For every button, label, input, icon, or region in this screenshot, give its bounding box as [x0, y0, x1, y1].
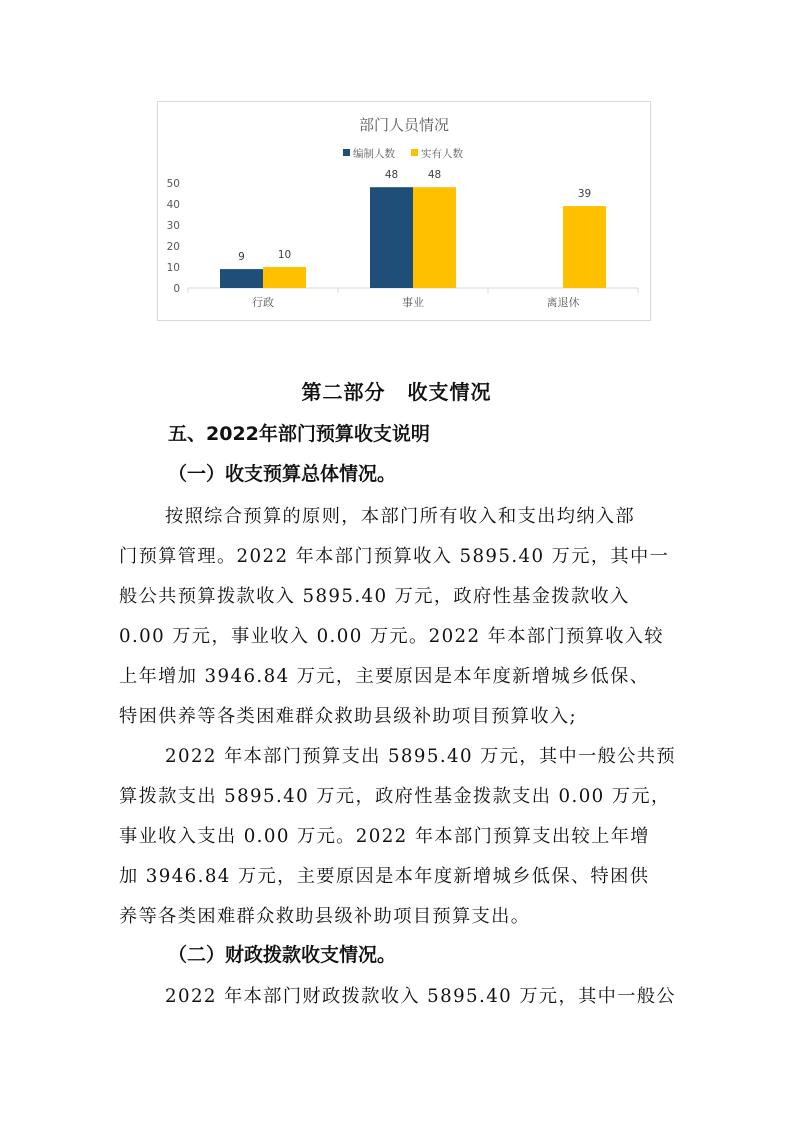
text-line: 按照综合预算的原则，本部门所有收入和支出均纳入部 [165, 506, 636, 527]
data-label: 48 [427, 169, 442, 182]
text-line: 事业收入支出 0.00 万元。2022 年本部门预算支出较上年增 [119, 826, 650, 847]
text-line: 2022 年本部门预算支出 5895.40 万元，其中一般公共预 [165, 746, 677, 767]
text-line: 养等各类困难群众救助县级补助项目预算支出。 [119, 906, 531, 927]
y-tick-label: 40 [166, 199, 180, 211]
x-tick-label: 离退休 [546, 296, 580, 309]
heading-budget-explanation: 五、2022年部门预算收支说明 [168, 423, 430, 445]
legend-label: 编制人数 [353, 148, 395, 160]
y-tick-label: 0 [173, 283, 180, 295]
text-line: 上年增加 3946.84 万元，主要原因是本年度新增城乡低保、 [119, 666, 650, 687]
text-line: 门预算管理。2022 年本部门预算收入 5895.40 万元，其中一 [119, 546, 670, 567]
bar [220, 269, 263, 288]
section-title: 收支情况 [407, 380, 492, 404]
subheading-overall: （一）收支预算总体情况。 [168, 463, 397, 485]
legend-swatch [343, 149, 350, 156]
text-line: 特困供养等各类困难群众救助县级补助项目预算收入; [119, 706, 578, 727]
y-tick-label: 50 [166, 178, 180, 190]
data-label: 48 [384, 169, 399, 182]
legend-label: 实有人数 [421, 148, 463, 160]
subheading-fiscal: （二）财政拨款收支情况。 [168, 944, 397, 966]
paragraph-fiscal [119, 977, 681, 1017]
data-label: 39 [577, 188, 592, 201]
y-tick-label: 10 [166, 262, 180, 274]
text-line: 0.00 万元，事业收入 0.00 万元。2022 年本部门预算收入较 [119, 626, 664, 647]
paragraph-income [119, 497, 681, 737]
legend-swatch [411, 149, 418, 156]
x-tick-label: 行政 [252, 296, 274, 309]
bar [370, 187, 413, 288]
section-part: 第二部分 [301, 380, 386, 404]
x-tick-label: 事业 [402, 296, 424, 309]
data-label: 9 [238, 251, 245, 264]
bar [413, 187, 456, 288]
y-tick-label: 20 [166, 241, 180, 253]
y-tick-label: 30 [166, 220, 180, 232]
data-label: 10 [277, 249, 292, 261]
text-line: 般公共预算拨款收入 5895.40 万元，政府性基金拨款收入 [119, 586, 630, 607]
paragraph-expenditure [119, 737, 681, 937]
text-line: 加 3946.84 万元，主要原因是本年度新增城乡低保、特困供 [119, 866, 650, 887]
section-heading [0, 376, 793, 405]
bar [563, 206, 606, 288]
staff-bar-chart [158, 102, 650, 320]
bar [263, 267, 306, 288]
text-line: 算拨款支出 5895.40 万元，政府性基金拨款支出 0.00 万元， [119, 786, 671, 807]
text-line: 2022 年本部门财政拨款收入 5895.40 万元，其中一般公 [165, 986, 677, 1007]
staff-chart [157, 101, 651, 321]
chart-title: 部门人员情况 [358, 116, 450, 134]
